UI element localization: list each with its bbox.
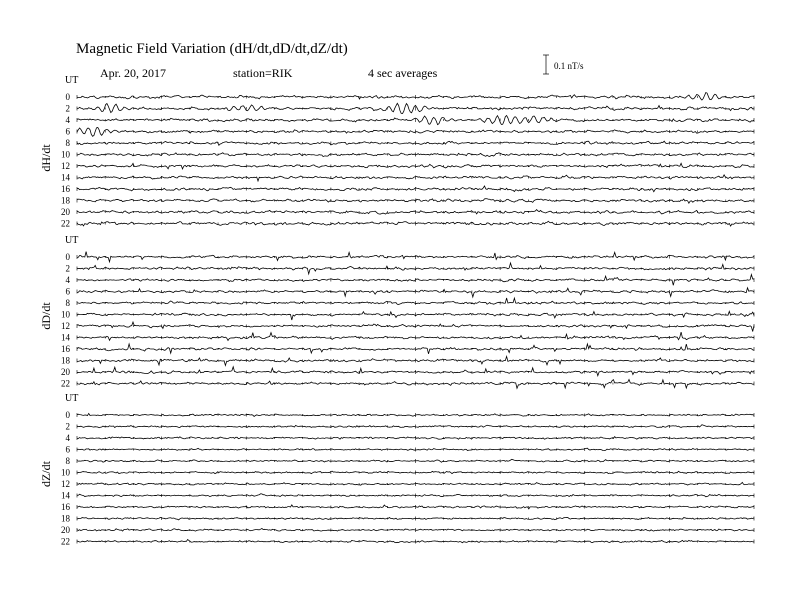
- station-label: station=RIK: [233, 66, 293, 80]
- hour-tick-label: 18: [61, 513, 70, 524]
- hour-tick-label: 14: [61, 490, 70, 501]
- hour-tick-label: 2: [65, 263, 70, 274]
- time-ticks: [77, 107, 754, 111]
- scale-bar-label: 0.1 nT/s: [554, 61, 584, 71]
- hour-tick-label: 4: [65, 115, 70, 125]
- averaging-label: 4 sec averages: [368, 66, 438, 80]
- panel-label-dd: dD/dt: [39, 302, 53, 330]
- ut-label-dz: UT: [65, 393, 79, 404]
- hour-tick-label: 20: [61, 367, 70, 377]
- hour-tick-label: 16: [61, 184, 70, 194]
- hour-tick-label: 14: [61, 172, 70, 183]
- hour-tick-label: 12: [61, 479, 70, 489]
- hour-tick-label: 16: [61, 502, 70, 512]
- hour-tick-label: 18: [61, 195, 70, 206]
- hour-tick-label: 4: [65, 275, 70, 285]
- panel-dh-dt: [39, 75, 754, 229]
- hour-tick-label: 12: [61, 321, 70, 331]
- hour-tick-label: 8: [65, 138, 70, 148]
- date-label: Apr. 20, 2017: [100, 66, 166, 80]
- hour-tick-label: 18: [61, 355, 70, 366]
- hour-tick-label: 8: [65, 456, 70, 466]
- hour-tick-label: 6: [65, 126, 70, 137]
- hour-tick-label: 22: [61, 218, 70, 229]
- trace-line: [77, 275, 754, 286]
- hour-tick-label: 4: [65, 433, 70, 443]
- hour-tick-label: 22: [61, 378, 70, 389]
- hour-tick-label: 6: [65, 444, 70, 455]
- hour-tick-label: 0: [65, 92, 70, 102]
- hour-tick-label: 20: [61, 525, 70, 535]
- panel-dz-dt: [39, 393, 754, 547]
- hour-tick-label: 14: [61, 332, 70, 343]
- panel-label-dh: dH/dt: [39, 144, 53, 172]
- hour-tick-label: 10: [61, 467, 70, 478]
- hour-tick-label: 0: [65, 410, 70, 420]
- hour-tick-label: 22: [61, 536, 70, 547]
- chart-title: Magnetic Field Variation (dH/dt,dD/dt,dZ/dt): [76, 41, 348, 57]
- trace-line: [77, 344, 754, 354]
- ut-label-dh: UT: [65, 75, 79, 86]
- hour-tick-label: 2: [65, 103, 70, 114]
- ut-label-dd: UT: [65, 235, 79, 246]
- hour-tick-label: 2: [65, 421, 70, 432]
- hour-tick-label: 10: [61, 149, 70, 160]
- panel-label-dz: dZ/dt: [39, 461, 53, 487]
- hour-tick-label: 12: [61, 161, 70, 171]
- hour-tick-label: 8: [65, 298, 70, 308]
- trace-line: [77, 127, 754, 136]
- hour-tick-label: 20: [61, 207, 70, 217]
- hour-tick-label: 6: [65, 286, 70, 297]
- hour-tick-label: 10: [61, 309, 70, 320]
- scale-bar: [543, 55, 584, 74]
- hour-tick-label: 16: [61, 344, 70, 354]
- hour-tick-label: 0: [65, 252, 70, 262]
- panel-dd-dt: [39, 235, 754, 389]
- trace-line: [77, 252, 754, 262]
- time-ticks: [77, 176, 754, 180]
- trace-line: [77, 367, 754, 376]
